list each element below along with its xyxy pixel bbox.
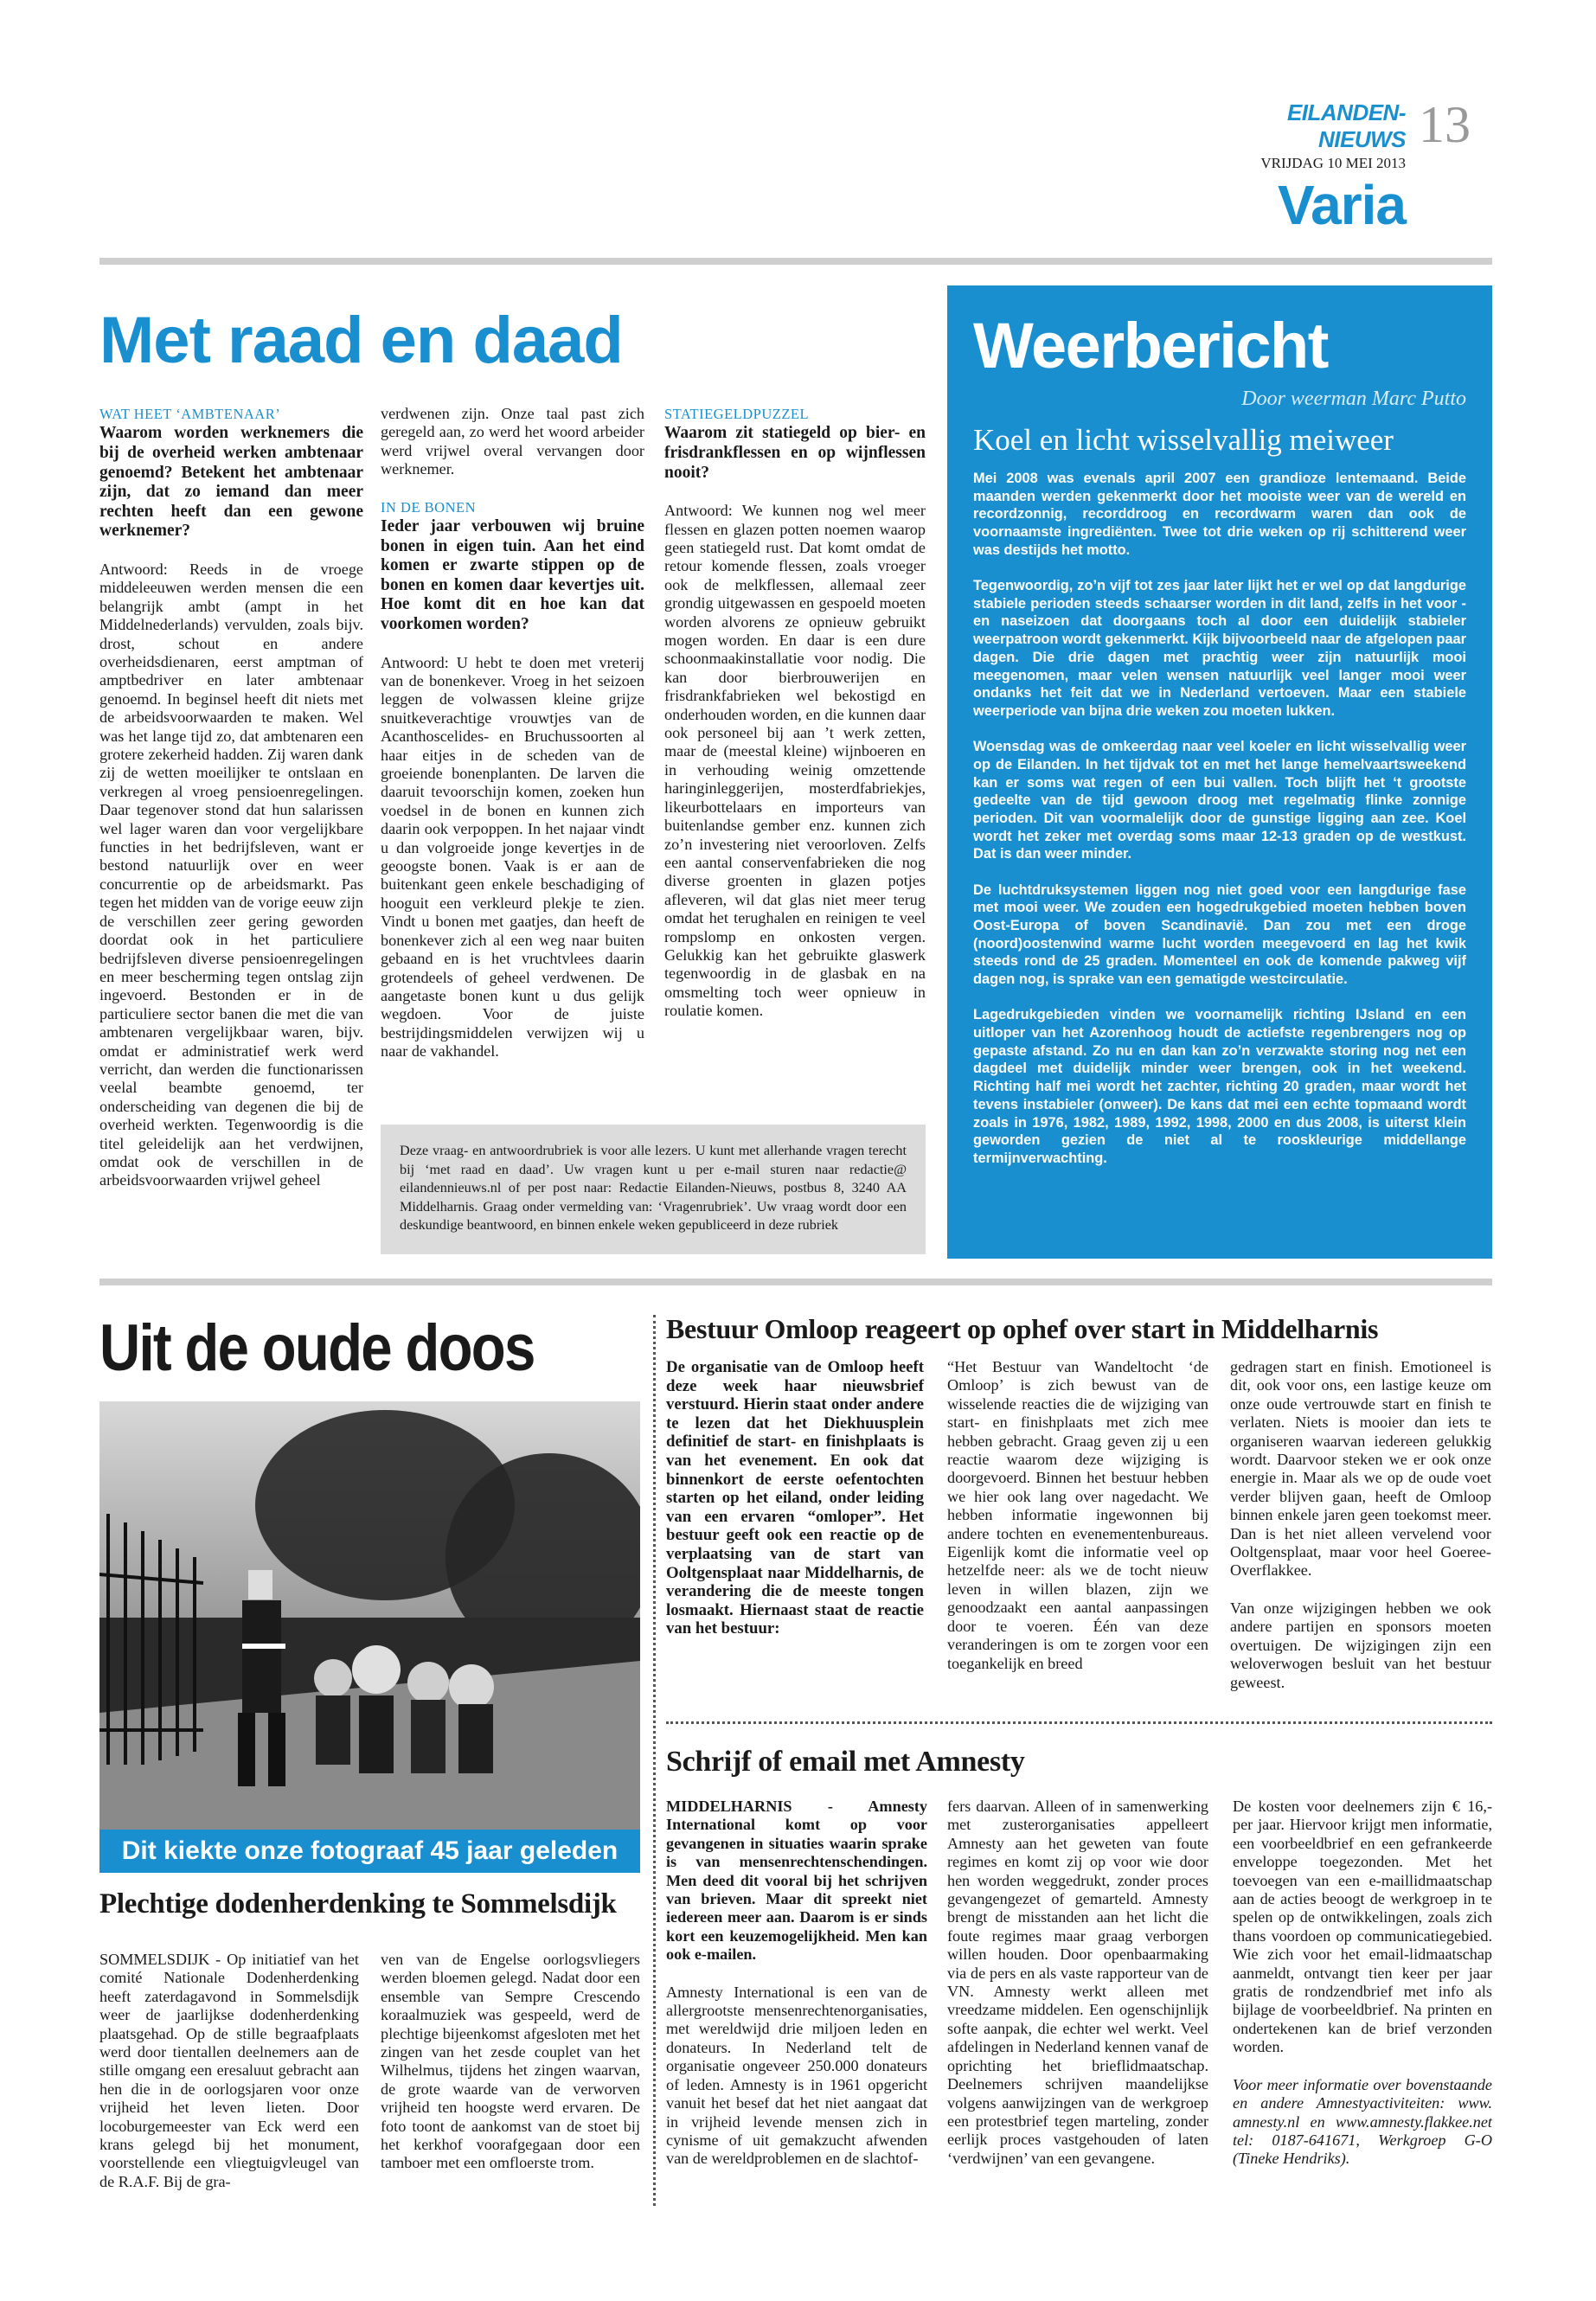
photo-illustration	[99, 1401, 640, 1843]
raad-column-3	[664, 405, 926, 1021]
amnesty-paragraph: Amnesty International is een van de allergrootste mensenrechtenorganisaties, met wereldwijd drie miljoen leden en donateurs. In Nederland telt de organisatie ongeveer 250.000 donateurs of leden. Amnesty is in 1961 opgericht vanuit het besef dat het niet aangaat dat in vrijheid levende mensen zich in cynisme of uit gemakzucht afwenden van de wereldproblemen en de slachtof-	[666, 1983, 927, 2168]
amnesty-column-2: fers daarvan. Alleen of in samenwerking met zusterorganisaties appelleert Amnesty aan het geweten van foute regimes en komt zij op voor wie door hen worden weggedrukt, zonder proces gevangengezet of gemarteld. Amnesty brengt de misstanden aan het licht die foute regimes maar graag verborgen willen houden. Door openbaarmaking via de pers en als vaste rapporteur van de VN. Amnesty werkt alleen met vreedzame middelen. Een ogenschijnlijk softe aanpak, die echter wel werkt. Veel afdelingen in Nederland kennen vanaf de oprichting het brieflidmaatschap. Deelnemers schrijven maandelijkse volgens aanwijzingen van de werkgroep een protestbrief tegen marteling, zonder eerlijk proces vastgehouden of laten ‘verdwijnen’ van een gevangene.	[947, 1798, 1208, 2167]
omloop-column-2: “Het Bestuur van Wandeltocht ‘de Omloop’ is zich bewust van de wisselende reacties die de wijziging van start- en finishplaats met zich mee hebben gebracht. Graag geven zij u een reactie waarom deze wijziging is doorgevoerd. Binnen het bestuur hebben we hier ook lang over nagedacht. We hebben informatie ingewonnen bij andere tochten en evenementenbureaus. Eigenlijk komt die informatie veel op hetzelfde neer: als we de tocht nieuw leven in willen blazen, zijn we genoodzaakt een aantal aanpassingen door te voeren. Één van deze veranderingen is om te zorgen voor een toegankelijk en breed	[947, 1358, 1208, 1672]
amnesty-column-1	[666, 1798, 927, 2169]
weather-title: Weerbericht	[973, 310, 1328, 381]
raad-q1-answer-cont: verdwenen zijn. Onze taal past zich geregeld aan, zo werd het woord arbeider werd vrijwel overal vervangen door werknemer.	[381, 405, 644, 478]
raad-q3-answer: Antwoord: We kunnen nog wel meer flessen en glazen potten noemen waarop geen statiegeld rust. Dat komt omdat de retour komende flessen, zoals vroeger ook de melkflessen, allemaal zeer grondig uitgewassen en gespoeld moeten worden alvorens ze opnieuw gebruikt mogen worden. En daar is een dure schoonmaakinstallatie voor nodig. Die kan door bierbrouwerijen en frisdrankfabrieken wel bekostigd en onderhouden worden, en die kunnen daar ook personeel bij aan ’t werk zetten, maar de (meestal kleine) wijnboeren en in verhouding weinig omzettende haringinleggerijen, mosterdfabriekjes, likeurbottelaars en importeurs van buitenlandse gember enz. kunnen zich zo’n investering niet veroorloven. Zelfs een aantal conservenfabrieken die nog diverse groenten in glazen potjes afleveren, wil dat glas niet meer terug omdat het terughalen en reinigen te veel rompslomp en onkosten vergen. Gelukkig kan het gebruikte glaswerk tegenwoordig in de glasbak en na omsmelting toch weer opnieuw in roulatie komen.	[664, 502, 926, 1020]
raad-q3-kicker: STATIEGELDPUZZEL	[664, 406, 810, 422]
weather-box	[947, 285, 1492, 1259]
amnesty-contact-info: Voor meer informatie over bovenstaande en andere Amnestyactiviteiten: www. amnesty.nl en www.amnesty.flakkee.net tel: 0187-641671, Werkgroep G-O (Tineke Hendriks).	[1233, 2075, 1492, 2168]
weather-paragraph: Mei 2008 was evenals april 2007 een grandioze lentemaand. Beide maanden werden gekenmerkt door het mooiste weer van de wereld en recordzonnig, recorddroog en recordwarm waren dan ook de voornaamste ingrediënten. Twee tot drie weken op rij schitterend weer was destijds het motto.	[973, 471, 1466, 558]
amnesty-lead: MIDDELHARNIS - Amnesty International komt op voor gevangenen in situaties waarin sprake is van mensenrechtenschendingen. Men deed dit vooral bij het schrijven van brieven. Maar dit spreekt niet iedereen meer aan. Daarom is er sinds kort een keuzemogelijkheid. Men kan ook e-mailen.	[666, 1798, 927, 1964]
amnesty-column-3	[1233, 1798, 1492, 2169]
raad-q1-question: Waarom worden werknemers die bij de overheid werken ambtenaar genoemd? Betekent het ambtenaar zijn, dat zo iemand dan meer rechten heeft dan een gewone werknemer?	[99, 424, 363, 541]
omloop-title: Bestuur Omloop reageert op ophef over start in Middelharnis	[666, 1313, 1379, 1344]
amnesty-paragraph: De kosten voor deelnemers zijn € 16,- per jaar. Hiervoor krijgt men informatie, een voorbeeldbrief en een gefrankeerde enveloppe toegezonden. Met het toevoegen van een e-maillidmaatschap aan de acties beoogt de werkgroep in te spelen op de ontwikkelingen, zoals zich thans voordoen op communicatiegebied. Wie zich voor het email-lidmaatschap aanmeldt, ontvangt tien keer per jaar gratis de rondzendbrief met info als bijlage de voorbeeldbrief. Na printen en ondertekenen kan de brief verzonden worden.	[1233, 1798, 1492, 2056]
raad-info-box: Deze vraag- en antwoordrubriek is voor alle lezers. U kunt met allerhande vragen terecht bij ‘met raad en daad’. Uw vragen kunt u per e-mail sturen naar redactie@ eilandennieuws.nl of per post naar: Redactie Eilanden-Nieuws, postbus 8, 3240 AA Middelharnis. Graag onder vermelding van: ‘Vragenrubriek’. Uw vraag wordt door een deskundige beantwoord, en binnen enkele weken gepubliceerd in deze rubriek	[381, 1125, 926, 1254]
photo-caption: Dit kiekte onze fotograaf 45 jaar geleden	[99, 1830, 640, 1873]
page-number: 13	[1419, 96, 1471, 153]
raad-q2-answer: Antwoord: U hebt te doen met vreterij van de bonenkever. Vroeg in het seizoen leggen de volwassen kleine grijze snuitkeverachtige vrouwtjes van de Acanthoscelides- en Bruchussoorten al haar eitjes in de scheden van de groeiende bonenplanten. De larven die daaruit tevoorschijn komen, zoeken hun voedsel in de bonen en kunnen zich daarin ook verpoppen. In het najaar vindt u dan volgroeide jonge kevertjes in de geoogste bonen. Vaak is er aan de buitenkant geen enkele beschadiging of hooguit een verkleurd plekje te zien. Vindt u bonen met gaatjes, dan heeft de bonenkever zich al een weg naar buiten gebaand en is het vruchtvlees daarin grotendeels of geheel verdwenen. De aangetaste bonen kunt u dus gelijk wegdoen. Voor de juiste bestrijdingsmiddelen verwijzen wij u naar de vakhandel.	[381, 653, 644, 1061]
weather-author: Door weerman Marc Putto	[1241, 388, 1466, 410]
raad-column-1	[99, 405, 363, 1190]
weather-paragraph: Tegenwoordig, zo’n vijf tot zes jaar later lijkt het er wel op dat langdurige stabiele perioden steeds schaarser worden in dit land, zelfs in het voor - en naseizoen dat doorgaans toch al door een duidelijk stabieler weerpatroon wordt gekenmerkt. Kijk bijvoorbeeld naar de afgelopen paar dagen. Die drie dagen met prachtig weer zijn natuurlijk mooi meegenomen, maar velen wensen natuurlijk veel langer mooi weer ondanks het feit dat we in Nederland vertoeven. Maar een stabiele weerperiode van bijna drie weken zou moeten lukken.	[973, 578, 1466, 719]
newspaper-logo: EILANDEN-NIEUWS	[1286, 99, 1406, 152]
oude-doos-column-2: ven van de Engelse oorlogsvliegers werden bloemen gelegd. Nadat door een ensemble van Sempre Crescendo koraalmuziek was gespeeld, werd de plechtige bijeenkomst afgesloten met het zingen van het zesde couplet van het Wilhelmus, tijdens het zingen waarvan, de grote waarde van de verworven vrijheid ten hoogste werd ervaren. De foto toont de aankomst van de stoet bij het kerkhof voorafgegaan door een tamboer met een omfloerste trom.	[381, 1951, 640, 2172]
weather-paragraph: De luchtdruksystemen liggen nog niet goed voor een langdurige fase met mooi weer. We zouden een hogedrukgebied moeten hebben boven Oost-Europa of boven Scandinavië. Dan zou met een droge (noord)oostenwind warme lucht worden meegevoerd en lag het kwik steeds rond de 25 graden. Momenteel en ook de komende pakweg vijf dagen nog, is sprake van een gematigde westcirculatie.	[973, 881, 1466, 988]
raad-headline: Met raad en daad	[99, 304, 623, 377]
raad-q1-answer: Antwoord: Reeds in de vroege middeleeuwen werden mensen die een belangrijk ambt (ampt in het Middelnederlands) vervulden, zoals bijv. drost, schout en andere overheidsdienaren, eerst amptman of amptbedriver en later ambtenaar genoemd. In beginsel heeft dit niets met de arbeidsvoorwaarden te maken. Wel was het lange tijd zo, dat ambtenaren een grotere zekerheid hadden. Zij waren dank zij de wetten moeilijker te ontslaan en verkregen al vroeg pensioenregelingen. Daar tegenover stond dat hun salarissen wel lager waren dan voor vergelijkbare functies in het bedrijfsleven, want er bestond natuurlijk over en weer concurrentie op de arbeidsmarkt. Pas tegen het midden van de vorige eeuw zijn de verschillen zeer gering geworden doordat ook in het particuliere bedrijfsleven diverse pensioenregelingen en meer bescherming tegen ontslag zijn ingevoerd. Bestonden er in de particuliere sector banen die met die van ambtenaren vergelijkbaar waren, bijv. omdat er administratief werk werd verricht, dan werden die functionarissen veelal beambte genoemd, ter onderscheiding van degenen die bij de overheid werkten. Tegenwoordig is die titel geleidelijk aan het verdwijnen, omdat ook de verschillen in de arbeidsvoorwaarden vrijwel geheel	[99, 560, 363, 1189]
oude-doos-column-1: SOMMELSDIJK - Op initiatief van het comité Nationale Dodenherdenking heeft zaterdagavond in Sommelsdijk weer de jaarlijkse dodenherdenking plaatsgehad. Op de stille begraafplaats werd door tientallen deelnemers aan de stille omgang een eresaluut gebracht aan hen die in de oorlogsjaren voor onze vrijheid het leven lieten. Door locoburgemeester van Eck werd een krans gelegd bij het monument, voorstellende een vliegtuigvleugel van de R.A.F. Bij de gra-	[99, 1951, 359, 2190]
masthead	[1207, 99, 1406, 172]
omloop-paragraph: gedragen start en finish. Emotioneel is dit, ook voor ons, een lastige keuze om onze oude vertrouwde start en finish te verlaten. Niets is mooier dan iets te organiseren waarvan iedereen gelukkig wordt. Daarvoor steken we er ook onze energie in. Maar als we op de oude voet verder blijven gaan, heeft de Omloop binnen enkele jaren geen toekomst meer. Dan is het niet alleen vervelend voor Ooltgensplaat, maar voor heel Goeree-Overflakkee.	[1230, 1358, 1491, 1580]
raad-q1-kicker: WAT HEET ‘AMBTENAAR’	[99, 406, 281, 422]
section-title: Varia	[1277, 174, 1406, 236]
top-rule	[99, 258, 1492, 265]
oude-doos-subtitle: Plechtige dodenherdenking te Sommelsdijk	[99, 1888, 617, 1920]
omloop-column-1: De organisatie van de Omloop heeft deze week haar nieuwsbrief verstuurd. Hierin staat onder andere te lezen dat het Diekhuusplein definitief de start- en finishplaats is van het evenement. En ook dat binnenkort de eerste oefentochten starten op het eiland, onder leiding van een ervaren “omloper”. Het bestuur geeft ook een reactie op de verplaatsing van de start van Ooltgensplaat naar Middelharnis, de verandering die de meeste tongen losmaakt. Hiernaast staat de reactie van het bestuur:	[666, 1358, 924, 1638]
oude-doos-title: Uit de oude doos	[99, 1311, 535, 1385]
raad-q2-question: Ieder jaar verbouwen wij bruine bonen in eigen tuin. Aan het eind komen er zwarte stippen op de bonen en komen daar kevertjes uit. Hoe komt dit en hoe kan dat voorkomen worden?	[381, 517, 644, 633]
raad-q2-kicker: IN DE BONEN	[381, 498, 476, 516]
raad-column-2	[381, 405, 644, 1061]
historical-photo	[99, 1401, 640, 1843]
middle-rule	[99, 1279, 1492, 1285]
omloop-paragraph: Van onze wijzigingen hebben we ook andere partijen en sponsors moeten overtuigen. De wijzigingen zijn een weloverwogen besluit van het bestuur geweest.	[1230, 1599, 1491, 1691]
weather-body	[973, 470, 1466, 1168]
weather-paragraph: Lagedrukgebieden vinden we voornamelijk richting IJsland en een uitloper van het Azorenhoog houdt de actiefste regenbrengers nog op gepaste afstand. Zo nu en dan kan zo’n verzwakte storing nog net een dagdeel met duidelijk minder weer brengen, ook in het weekend. Richting half mei wordt het zachter, richting 20 graden, maar wordt het tevens instabieler (onweer). De kans dat mei een echte topmaand wordt zoals in 1976, 1982, 1989, 1992, 1998, 2000 en dus 2008, is uiterst klein geworden gezien de niet al te rooskleurige middellange termijnverwachting.	[973, 1007, 1466, 1166]
omloop-column-3	[1230, 1358, 1491, 1692]
weather-paragraph: Woensdag was de omkeerdag naar veel koeler en licht wisselvallig weer op de Eilanden. In het tijdvak tot en met het lange hemelvaartsweekend kan er soms wat regen of een bui vallen. Toch blijft het ‘t grootste gedeelte van de tijd gewoon droog met regelmatig flinke zonnige perioden. Dit van voormalelijk door de gunstige ligging aan zee. Koel wordt het zeker met overdag soms maar 12-13 graden op de westkust. Dat is dan weer minder.	[973, 739, 1466, 862]
weather-subtitle: Koel en licht wisselvallig meiweer	[973, 423, 1394, 457]
amnesty-title: Schrijf of email met Amnesty	[666, 1746, 1025, 1778]
raad-q3-question: Waarom zit statiegeld op bier- en frisdrankflessen en op wijnflessen nooit?	[664, 424, 926, 482]
issue-date: VRIJDAG 10 MEI 2013	[1260, 155, 1406, 171]
section-divider	[666, 1721, 1492, 1724]
column-divider	[653, 1315, 656, 2206]
